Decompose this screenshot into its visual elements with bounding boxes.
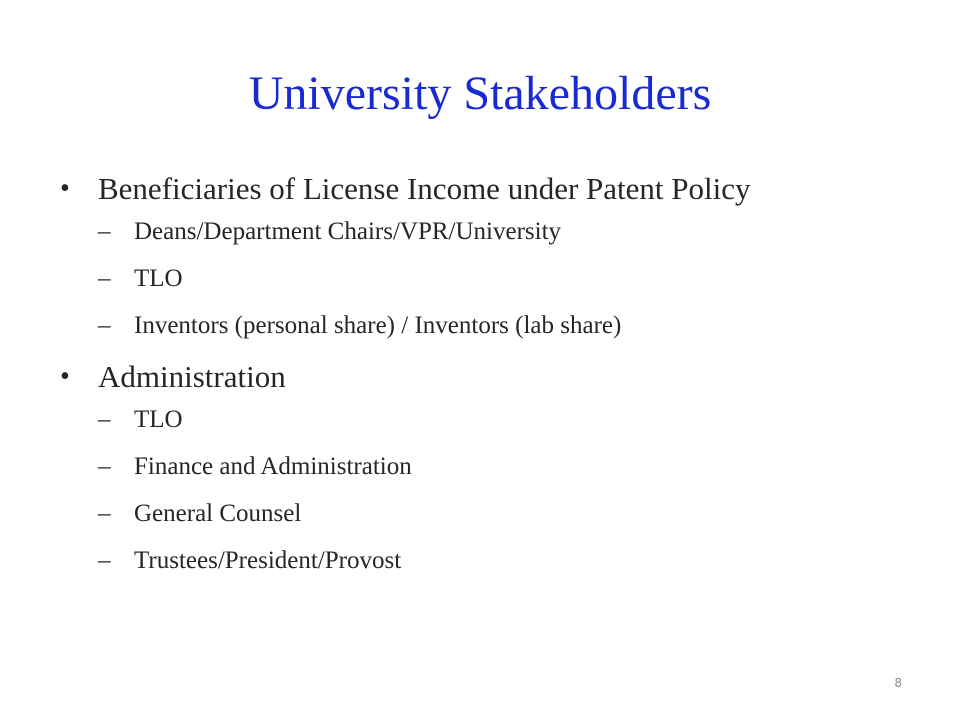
dash-icon: – [98,218,111,245]
sub-item [98,311,880,341]
sub-item-text: Trustees/President/Provost [134,547,402,574]
dash-icon: – [98,312,111,339]
sub-item-text: TLO [134,406,183,433]
sub-item [98,499,880,529]
bullet-item-administration [60,358,880,576]
page-number: 8 [894,676,902,690]
sub-item-text: Deans/Department Chairs/VPR/University [134,218,562,245]
slide-title: University Stakeholders [248,67,712,120]
bullet-list [60,170,880,593]
bullet-item-beneficiaries [60,170,880,341]
sub-item-text: General Counsel [134,500,302,527]
sub-bullet-list [98,217,880,341]
dash-icon: – [98,547,111,574]
sub-item [98,217,880,247]
dash-icon: – [98,500,111,527]
bullet-icon: • [60,173,70,204]
bullet-text: Beneficiaries of License Income under Patent Policy [98,171,751,206]
dash-icon: – [98,453,111,480]
sub-item [98,405,880,435]
bullet-icon: • [60,361,70,392]
bullet-text: Administration [98,359,286,394]
sub-bullet-list [98,405,880,576]
dash-icon: – [98,265,111,292]
sub-item-text: Inventors (personal share) / Inventors (lab share) [134,312,622,339]
dash-icon: – [98,406,111,433]
sub-item-text: Finance and Administration [134,453,412,480]
sub-item [98,452,880,482]
sub-item-text: TLO [134,265,183,292]
sub-item [98,264,880,294]
sub-item [98,546,880,576]
